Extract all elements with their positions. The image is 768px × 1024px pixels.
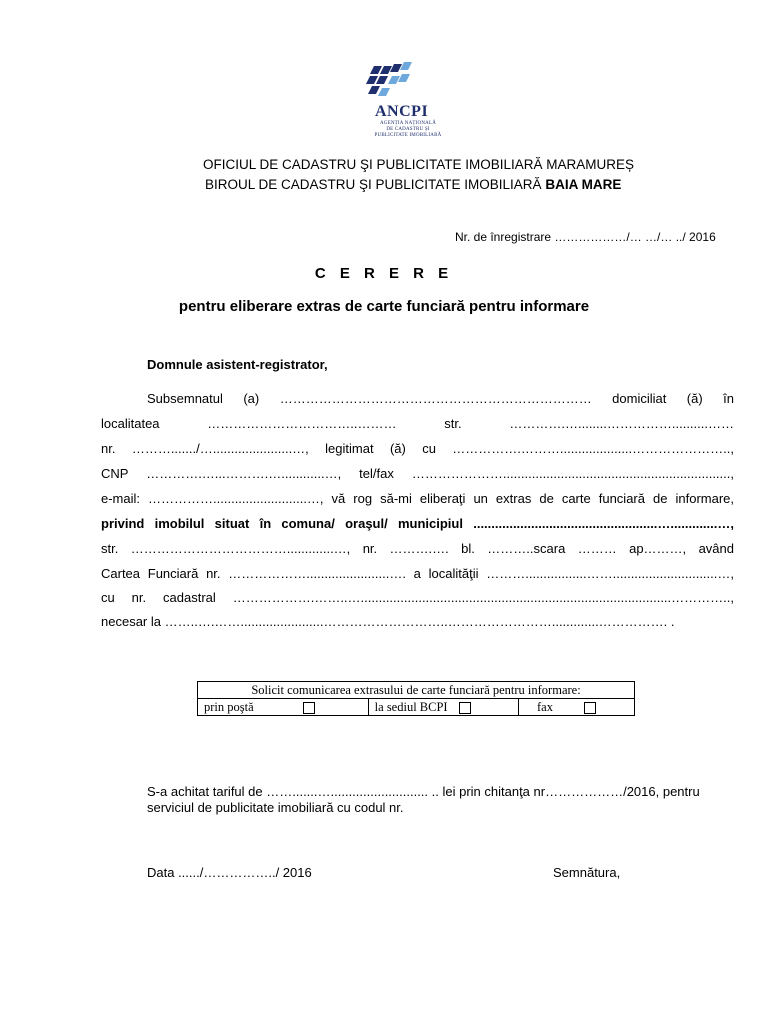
payment-line-2: serviciul de publicitate imobiliară cu codul nr. (147, 800, 404, 815)
salutation: Domnule asistent-registrator, (147, 357, 328, 372)
form-line-4: CNP ………….…...……….…............…, tel/fax …………………..............................................................., (101, 466, 734, 481)
form-line-5: e-mail: ……………..........................…, vă rog să-mi eliberaţi un extras de carte funciară de informare, (101, 491, 734, 506)
logo-subtitle-line: PUBLICITATE IMOBILIARĂ (374, 133, 442, 138)
logo-subtitle-line: DE CADASTRU ȘI (386, 127, 430, 132)
signature-label: Semnătura, (553, 865, 621, 880)
logo-brand-text: ANCPI (375, 103, 429, 120)
choice-table-header: Solicit comunicarea extrasului de carte funciară pentru informare: (198, 682, 635, 699)
option-fax-label: fax (537, 699, 553, 714)
option-office-cell (368, 699, 518, 716)
form-line-9: cu nr. cadastral ……………….……..…......................................................................................………….., (101, 590, 734, 605)
document-subtitle: pentru eliberare extras de carte funciară pentru informare (178, 298, 590, 315)
form-line-1: Subsemnatul (a) ……………………………………………………………… domiciliat (ă) în (147, 391, 734, 406)
option-post-checkbox[interactable] (303, 702, 315, 714)
bureau-name (205, 177, 621, 192)
option-post-label: prin poştă (204, 699, 254, 714)
bureau-prefix: BIROUL DE CADASTRU ŞI PUBLICITATE IMOBILIARĂ (205, 177, 546, 192)
option-office-label: la sediul BCPI (374, 699, 448, 714)
option-fax-cell (519, 699, 635, 716)
option-post-cell (198, 699, 369, 716)
form-line-7: str. ……………………………….............…, nr. ……….…. bl. ………..scara ……… ap………, având (101, 541, 734, 556)
option-office-checkbox[interactable] (459, 702, 471, 714)
form-line-10: necesar la ……..….…….......................………………………..…………………….............……………. . (101, 614, 675, 629)
bureau-city: BAIA MARE (545, 177, 622, 192)
form-line-6: privind imobilul situat în comuna/ oraşul/ municipiul ...................................................….............…, (101, 516, 734, 531)
date-field: Data ....../……………../ 2016 (147, 865, 312, 880)
option-fax-checkbox[interactable] (584, 702, 596, 714)
communication-choice-table (197, 681, 635, 716)
document-title: C E R E R E (314, 265, 454, 282)
form-line-2: localitatea ……………………………..……… str. ………….…........……………..........…… (101, 416, 734, 431)
office-name: OFICIUL DE CADASTRU ŞI PUBLICITATE IMOBILIARĂ MARAMUREȘ (203, 157, 635, 172)
payment-line-1: S-a achitat tariful de …….......…........................... .. lei prin chitanţa nr………………/2016, pentru (147, 784, 700, 799)
form-line-3: nr. ………......./…......................…, legitimat (ă) cu …………….………....................………………….., (101, 441, 734, 456)
form-line-8: Cartea Funciară nr. ……………….......................…. a localităţii ……….................…….............................…, (101, 566, 734, 581)
logo-subtitle-line: AGENȚIA NAȚIONALĂ (379, 121, 437, 126)
registration-number: Nr. de înregistrare ………………/… …/… ../ 2016 (455, 230, 716, 244)
